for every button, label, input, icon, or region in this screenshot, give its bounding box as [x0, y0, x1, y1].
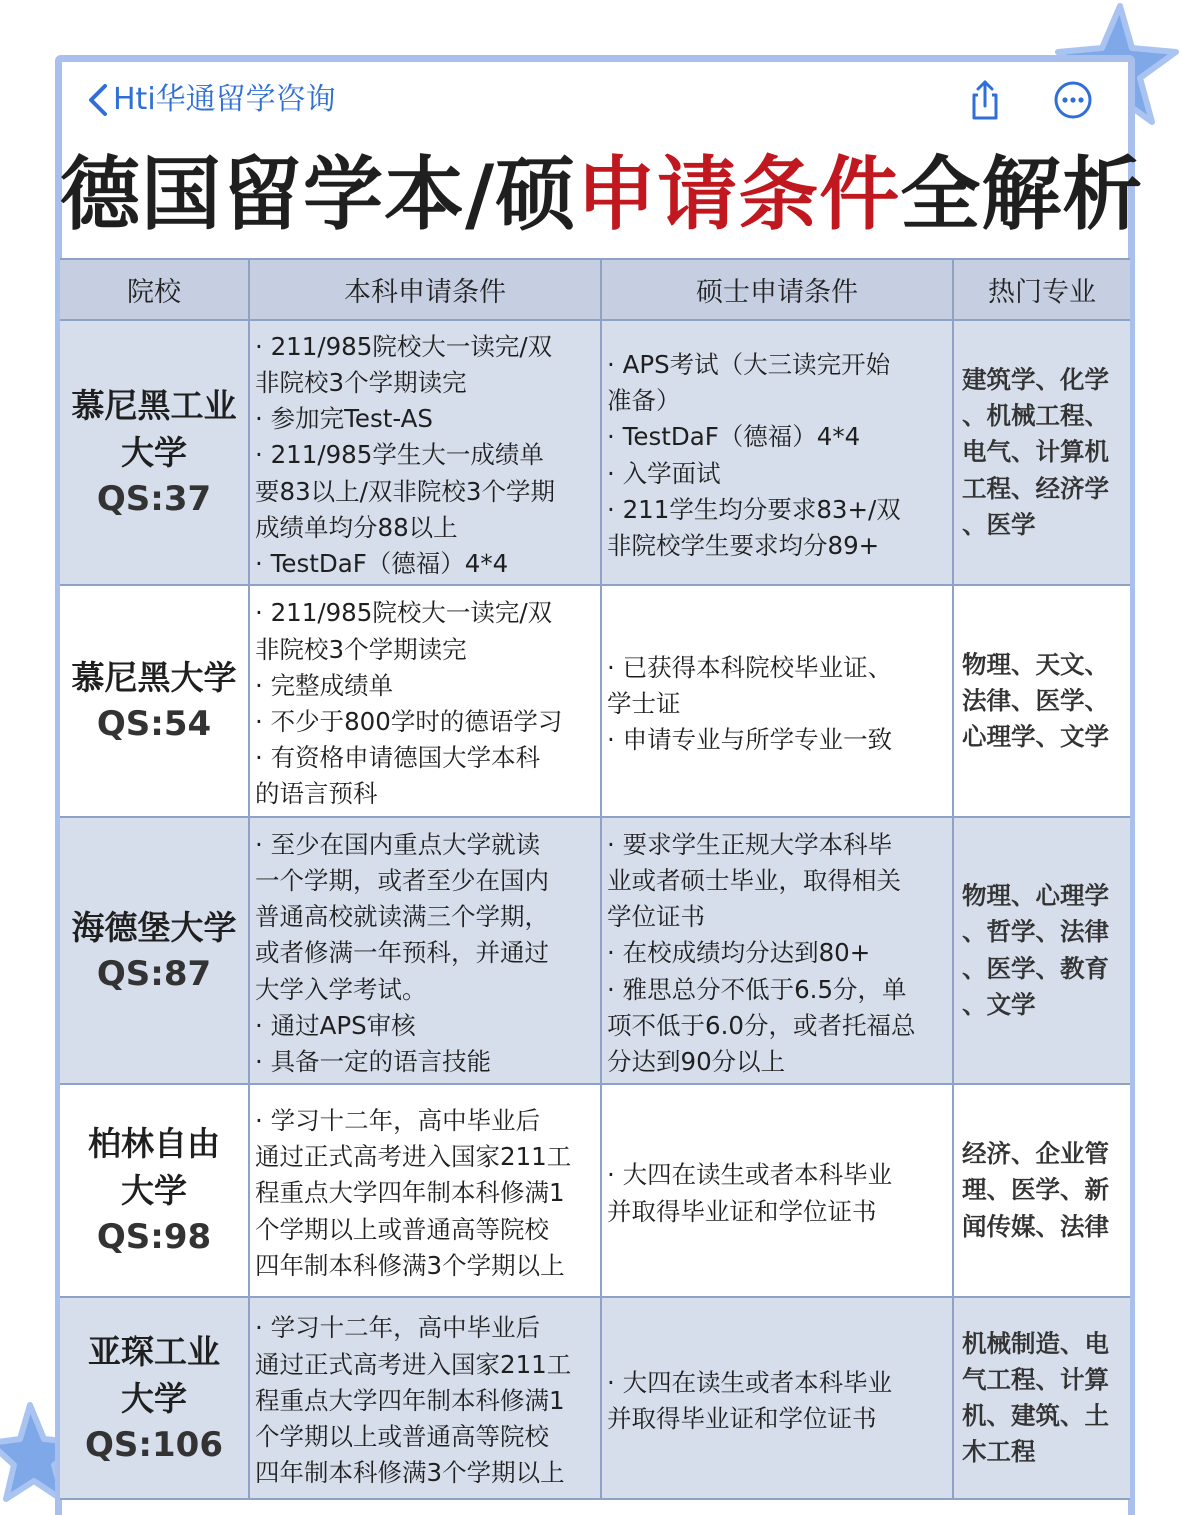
major-line: 建筑学、化学 — [962, 364, 1109, 394]
major-line: 闻传媒、法律 — [962, 1211, 1109, 1241]
master-requirements-cell — [602, 818, 954, 1085]
qs-rank: QS:106 — [85, 1424, 223, 1465]
school-cell — [60, 321, 250, 586]
school-name-line: 大学 — [121, 1378, 187, 1418]
header-school: 院校 — [60, 260, 250, 321]
chevron-left-icon — [85, 80, 111, 120]
title-part-1: 德国留学本/硕 — [60, 148, 577, 241]
major-line: 、机械工程、 — [962, 401, 1109, 431]
school-name-line: 大学 — [121, 1171, 187, 1210]
requirement-line: · 至少在国内重点大学就读 — [255, 829, 541, 859]
requirement-line: 四年制本科修满3个学期以上 — [255, 1458, 565, 1488]
requirement-line: 普通高校就读满三个学期， — [255, 902, 549, 932]
header-master: 硕士申请条件 — [602, 260, 954, 321]
requirement-line: 四年制本科修满3个学期以上 — [255, 1250, 565, 1280]
major-line: 物理、天文、 — [962, 649, 1109, 679]
requirement-line: · TestDaF（德福）4*4 — [255, 549, 509, 578]
requirement-line: · 学习十二年，高中毕业后 — [255, 1313, 541, 1343]
major-line: 、医学 — [962, 509, 1036, 539]
requirement-line: · 大四在读生或者本科毕业 — [607, 1160, 893, 1190]
requirement-line: 一个学期，或者至少在国内 — [255, 865, 549, 895]
school-cell — [60, 1085, 250, 1298]
requirement-line: 的语言预科 — [255, 779, 378, 809]
requirement-line: · 申请专业与所学专业一致 — [607, 725, 893, 755]
requirement-line: · 有资格申请德国大学本科 — [255, 743, 541, 773]
requirement-line: 业或者硕士毕业，取得相关 — [607, 865, 901, 895]
title-highlight: 申请条件 — [576, 148, 901, 241]
school-name-line: 大学 — [121, 433, 187, 472]
master-requirements-cell — [602, 321, 954, 586]
share-icon[interactable] — [963, 78, 1007, 122]
major-line: 气工程、计算 — [962, 1364, 1109, 1394]
master-requirements-cell — [602, 1298, 954, 1500]
requirement-line: · 通过APS审核 — [255, 1010, 416, 1040]
bachelor-requirements-cell — [250, 321, 602, 586]
school-cell — [60, 818, 250, 1085]
requirement-line: 程重点大学四年制本科修满1 — [255, 1385, 565, 1415]
major-line: 理、医学、新 — [962, 1175, 1109, 1205]
page-title — [60, 140, 1144, 250]
bachelor-requirements-cell — [250, 818, 602, 1085]
bachelor-requirements-cell — [250, 1085, 602, 1298]
requirement-line: 通过正式高考进入国家211工 — [255, 1349, 572, 1379]
qs-rank: QS:98 — [96, 1217, 212, 1257]
school-cell — [60, 586, 250, 818]
requirement-line: 个学期以上或普通高等院校 — [255, 1422, 549, 1452]
requirement-line: · 不少于800学时的德语学习 — [255, 707, 563, 736]
master-requirements-cell — [602, 586, 954, 818]
back-button[interactable] — [85, 78, 336, 122]
requirement-line: 或者修满一年预科，并通过 — [255, 938, 549, 968]
requirement-line: · 211/985院校大一读完/双 — [255, 331, 553, 361]
school-name-line: 慕尼黑工业 — [71, 386, 237, 425]
requirement-line: · 211学生均分要求83+/双 — [607, 494, 901, 524]
requirement-line: · 要求学生正规大学本科毕 — [607, 829, 893, 859]
major-line: 机、建筑、土 — [962, 1401, 1109, 1430]
bachelor-requirements-cell — [250, 1298, 602, 1500]
master-requirements-cell — [602, 1085, 954, 1298]
requirement-line: · 参加完Test-AS — [255, 404, 433, 434]
popular-majors-cell — [954, 818, 1130, 1085]
qs-rank: QS:37 — [96, 479, 212, 519]
requirement-line: · 入学面试 — [607, 458, 721, 488]
requirement-line: · TestDaF（德福）4*4 — [607, 422, 861, 452]
requirement-line: · 完整成绩单 — [255, 670, 394, 700]
major-line: 、哲学、法律 — [962, 917, 1109, 947]
top-navigation — [85, 76, 1115, 126]
requirement-line: 并取得毕业证和学位证书 — [607, 1404, 877, 1433]
requirement-line: 要83以上/双非院校3个学期 — [255, 476, 556, 506]
requirement-line: 准备） — [607, 386, 681, 416]
bachelor-requirements-cell — [250, 586, 602, 818]
requirement-line: 学位证书 — [607, 902, 705, 932]
title-part-3: 全解析 — [900, 148, 1144, 241]
major-line: 心理学、文学 — [962, 722, 1109, 752]
major-line: 经济、企业管 — [962, 1139, 1109, 1169]
popular-majors-cell — [954, 321, 1130, 586]
account-name: Hti华通留学咨询 — [113, 82, 336, 117]
major-line: 、医学、教育 — [962, 953, 1109, 983]
qs-rank: QS:87 — [96, 953, 212, 994]
requirement-line: · 211/985院校大一读完/双 — [255, 598, 553, 628]
school-name-line: 慕尼黑大学 — [71, 658, 237, 697]
requirements-table — [60, 258, 1130, 1498]
header-majors: 热门专业 — [954, 260, 1130, 321]
major-line: 机械制造、电 — [962, 1328, 1109, 1358]
major-line: 工程、经济学 — [962, 473, 1109, 503]
requirement-line: · 211/985学生大一成绩单 — [255, 440, 544, 470]
qs-rank: QS:54 — [96, 704, 212, 744]
requirement-line: · 学习十二年，高中毕业后 — [255, 1105, 541, 1135]
requirement-line: 学士证 — [607, 688, 681, 718]
requirement-line: · 已获得本科院校毕业证、 — [607, 652, 893, 682]
major-line: 电气、计算机 — [962, 437, 1109, 467]
requirement-line: 非院校3个学期读完 — [255, 367, 467, 397]
popular-majors-cell — [954, 586, 1130, 818]
popular-majors-cell — [954, 1298, 1130, 1500]
requirement-line: 通过正式高考进入国家211工 — [255, 1142, 572, 1172]
requirement-line: · 在校成绩均分达到80+ — [607, 938, 871, 968]
school-cell — [60, 1298, 250, 1500]
requirement-line: 非院校3个学期读完 — [255, 634, 467, 664]
requirement-line: · 具备一定的语言技能 — [255, 1047, 492, 1076]
requirement-line: · APS考试（大三读完开始 — [607, 349, 891, 379]
requirement-line: 并取得毕业证和学位证书 — [607, 1196, 877, 1226]
major-line: 物理、心理学 — [962, 881, 1109, 911]
requirement-line: · 大四在读生或者本科毕业 — [607, 1367, 893, 1397]
requirement-line: 项不低于6.0分，或者托福总 — [607, 1010, 916, 1040]
major-line: 法律、医学、 — [962, 685, 1109, 715]
popular-majors-cell — [954, 1085, 1130, 1298]
requirement-line: · 雅思总分不低于6.5分，单 — [607, 974, 907, 1004]
requirement-line: 程重点大学四年制本科修满1 — [255, 1178, 565, 1208]
requirement-line: 非院校学生要求均分89+ — [607, 530, 880, 560]
requirement-line: 个学期以上或普通高等院校 — [255, 1214, 549, 1244]
major-line: 木工程 — [962, 1437, 1036, 1467]
requirement-line: 成绩单均分88以上 — [255, 512, 458, 542]
requirement-line: 大学入学考试。 — [255, 974, 427, 1004]
school-name-line: 海德堡大学 — [71, 907, 237, 947]
requirement-line: 分达到90分以上 — [607, 1047, 786, 1076]
major-line: 、文学 — [962, 989, 1036, 1019]
school-name-line: 亚琛工业 — [88, 1331, 220, 1371]
more-icon[interactable] — [1051, 78, 1095, 122]
header-bachelor: 本科申请条件 — [250, 260, 602, 321]
school-name-line: 柏林自由 — [88, 1124, 220, 1163]
